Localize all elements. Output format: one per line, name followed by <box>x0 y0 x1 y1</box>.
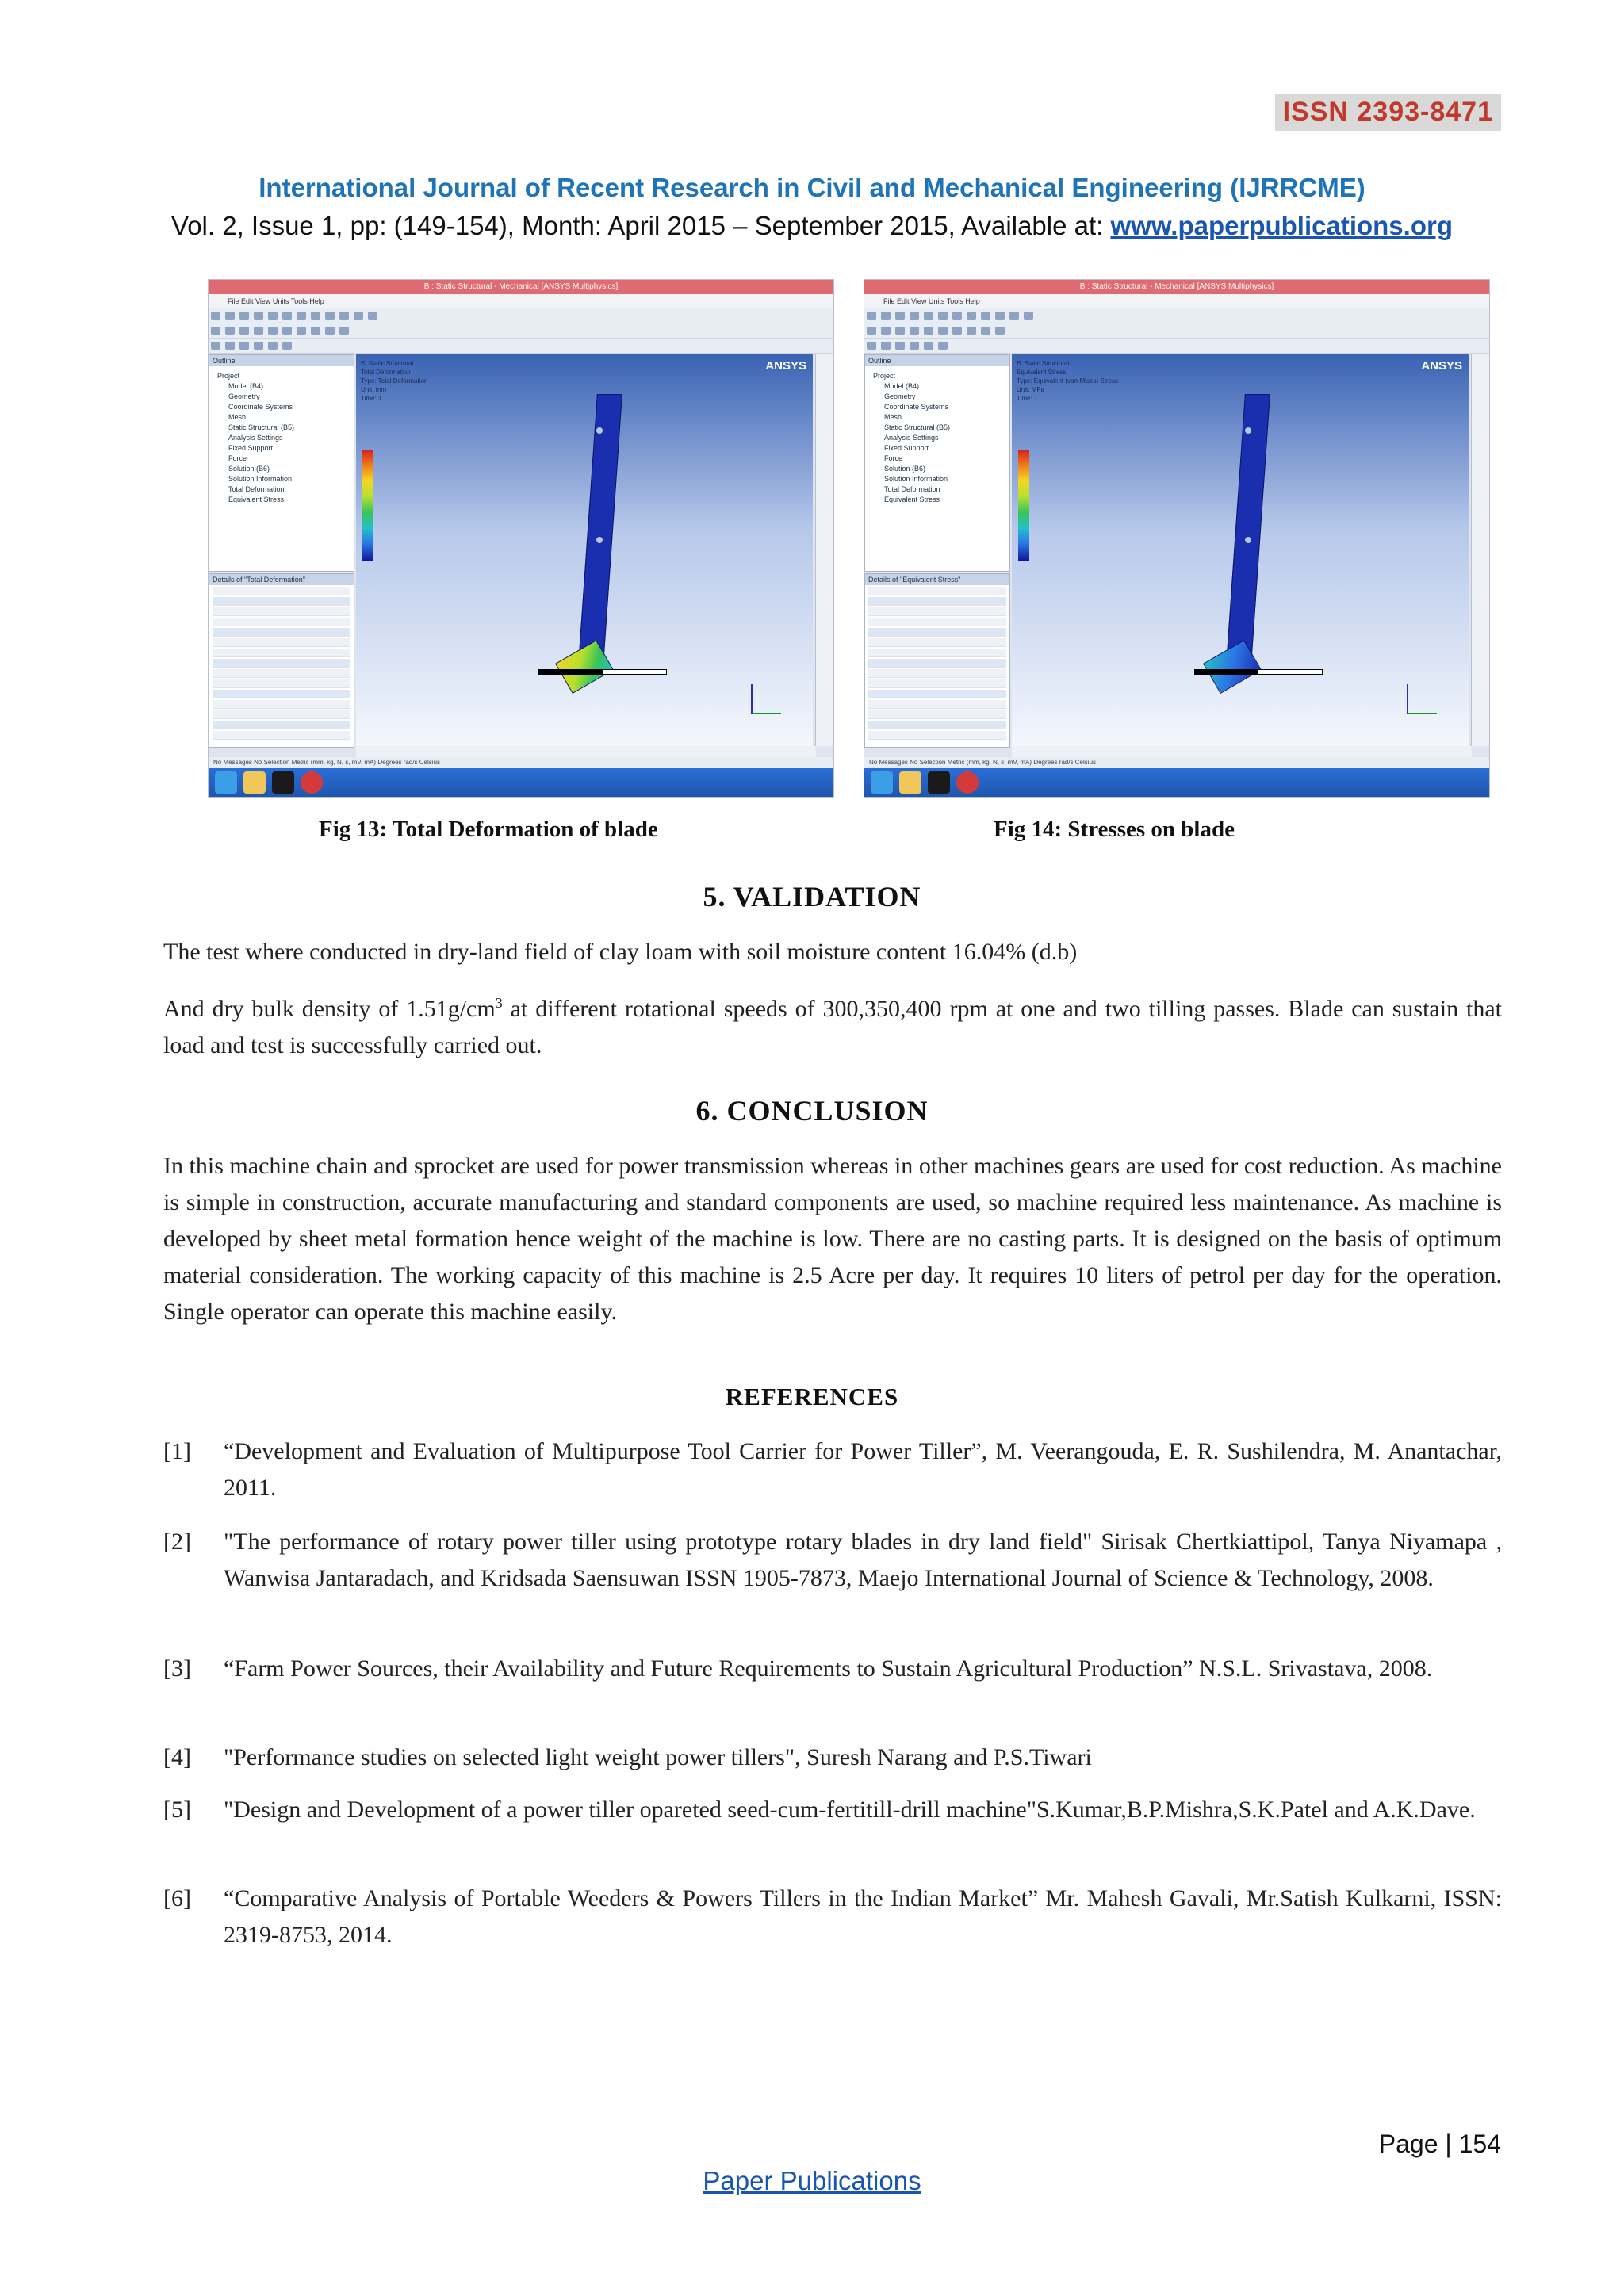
superscript: 3 <box>495 995 503 1011</box>
tree-item: Project <box>217 372 240 380</box>
figure-14-caption: Fig 14: Stresses on blade <box>994 817 1235 842</box>
tree-item: Coordinate Systems <box>228 403 293 411</box>
ie-icon <box>871 771 893 794</box>
app-icon <box>956 771 979 794</box>
tree-item: Model (B4) <box>884 382 920 390</box>
journal-title: International Journal of Recent Research in Civil and Mechanical Engineering (IJRRCME) <box>259 173 1365 202</box>
annotation-line: Time: 1 <box>361 395 382 402</box>
reference-item <box>163 1651 1502 1687</box>
tree-item: Analysis Settings <box>228 434 283 442</box>
ansys-icon <box>928 771 950 794</box>
tree-item: Mesh <box>228 413 247 421</box>
details-panel <box>864 573 1010 748</box>
tree-item: Solution (B6) <box>884 465 926 473</box>
toolbar-2 <box>864 323 1489 339</box>
annotation-line: B: Static Structural <box>361 360 414 367</box>
tree-item: Solution (B6) <box>228 465 270 473</box>
annotation-line: Equivalent Stress <box>1017 369 1067 376</box>
outline-header: Outline <box>865 355 1009 366</box>
reference-number: [4] <box>163 1744 191 1770</box>
reference-text: "Design and Development of a power tiller opareted seed-cum-fertitill-drill machine"S.Kumar,B.P.Mishra,S.K.Patel and A.K.Dave. <box>224 1797 1476 1823</box>
outline-panel <box>864 354 1010 572</box>
reference-text: "Performance studies on selected light weight power tillers", Suresh Narang and P.S.Tiwari <box>224 1744 1092 1770</box>
tree-item: Total Deformation <box>228 485 285 493</box>
model-viewport <box>1012 354 1469 746</box>
tree-item: Total Deformation <box>884 485 940 493</box>
taskbar <box>864 768 1489 797</box>
figure-14-screenshot <box>864 279 1490 798</box>
ie-icon <box>215 771 237 794</box>
annotation-line: Total Deformation <box>361 369 411 376</box>
blade-model <box>1226 394 1270 665</box>
references-heading: REFERENCES <box>725 1383 899 1410</box>
window-title: B : Static Structural - Mechanical [ANSYS Multiphysics] <box>209 280 833 294</box>
publisher-link[interactable]: Paper Publications <box>703 2166 921 2195</box>
reference-text: “Comparative Analysis of Portable Weeders & Powers Tillers in the Indian Market” Mr. Mahesh Gavali, Mr.Satish Kulkarni, ISSN: 2319-8753, 2014. <box>224 1885 1502 1948</box>
reference-item <box>163 1792 1502 1828</box>
details-header: Details of "Total Deformation" <box>209 574 354 585</box>
tree-item: Force <box>884 454 903 462</box>
annotation-line: Time: 1 <box>1017 395 1038 402</box>
ansys-logo: ANSYS <box>1421 359 1462 373</box>
issn-badge: ISSN 2393-8471 <box>1275 94 1501 131</box>
tree-item: Fixed Support <box>228 444 274 452</box>
annotation-line: Unit: mm <box>361 386 386 393</box>
reference-number: [1] <box>163 1438 191 1464</box>
tree-item: Geometry <box>884 392 916 400</box>
tree-item: Geometry <box>228 392 260 400</box>
validation-paragraph-2 <box>163 985 1502 1064</box>
tree-item: Force <box>228 454 247 462</box>
blade-hole <box>1245 427 1251 434</box>
scale-bar <box>1194 669 1323 675</box>
page-number: Page | 154 <box>1378 2130 1501 2158</box>
reference-number: [5] <box>163 1797 191 1823</box>
blade-foot <box>555 640 614 694</box>
blade-hole <box>1245 537 1251 543</box>
blade-hole <box>596 427 603 434</box>
model-viewport <box>356 354 813 746</box>
outline-panel <box>209 354 354 572</box>
status-bar: No Messages No Selection Metric (mm, kg, N, s, mV, mA) Degrees rad/s Celsius <box>864 757 1489 768</box>
blade-hole <box>596 537 603 543</box>
reference-number: [6] <box>163 1885 191 1911</box>
blade-model <box>578 394 622 665</box>
ansys-logo: ANSYS <box>765 359 806 373</box>
taskbar <box>209 768 833 797</box>
tree-item: Solution Information <box>228 475 293 483</box>
tree-item: Solution Information <box>884 475 948 483</box>
validation-paragraph-1: The test where conducted in dry-land field of clay loam with soil moisture content 16.04% (d.b) <box>163 939 1078 965</box>
tree-item: Analysis Settings <box>884 434 939 442</box>
conclusion-heading: 6. CONCLUSION <box>695 1095 929 1127</box>
viewport-annotation <box>361 359 427 403</box>
outline-header: Outline <box>209 355 354 366</box>
journal-info-text: Vol. 2, Issue 1, pp: (149-154), Month: April 2015 – September 2015, Available at: <box>171 211 1111 240</box>
tree-item: Static Structural (B5) <box>228 423 295 431</box>
reference-text: "The performance of rotary power tiller using prototype rotary blades in dry land field" Sirisak Chertkiattipol, Tanya Niyamapa , Wanwisa Jantaradach, and Kridsada Saensuwan ISSN 1905-7873, Maejo International Journal of Science & Technology, 2008. <box>224 1529 1502 1591</box>
view-tabs <box>356 746 816 757</box>
tree-item: Equivalent Stress <box>228 496 285 503</box>
axis-triad <box>1407 684 1437 714</box>
app-icon <box>301 771 323 794</box>
view-tabs <box>1012 746 1472 757</box>
toolbar-1 <box>864 308 1489 323</box>
annotation-line: Type: Equivalent (von-Mises) Stress <box>1017 377 1119 385</box>
tree-item: Static Structural (B5) <box>884 423 951 431</box>
details-header: Details of "Equivalent Stress" <box>865 574 1009 585</box>
color-legend <box>1018 450 1029 561</box>
reference-number: [2] <box>163 1529 191 1555</box>
toolbar-3 <box>864 339 1489 354</box>
side-tabs <box>1471 354 1489 746</box>
validation-heading: 5. VALIDATION <box>703 881 921 913</box>
reference-text: “Farm Power Sources, their Availability and Future Requirements to Sustain Agricultural Production” N.S.L. Srivastava, 2008. <box>224 1655 1433 1682</box>
reference-text: “Development and Evaluation of Multipurpose Tool Carrier for Power Tiller”, M. Veerangouda, E. R. Sushilendra, M. Anantachar, 2011. <box>224 1438 1502 1501</box>
journal-info <box>0 211 1624 241</box>
color-legend <box>362 450 373 561</box>
validation-text: at different rotational speeds of 300,350,400 rpm at one and two tilling passes. Blade can sustain that load and test is successfully carried out. <box>163 996 1502 1058</box>
tree-item: Coordinate Systems <box>884 403 949 411</box>
menu-bar: File Edit View Units Tools Help <box>209 294 833 308</box>
tree-item: Model (B4) <box>228 382 264 390</box>
annotation-line: Type: Total Deformation <box>361 377 428 385</box>
outline-tree <box>865 366 1009 510</box>
reference-item <box>163 1524 1502 1597</box>
window-title: B : Static Structural - Mechanical [ANSYS Multiphysics] <box>864 280 1489 294</box>
conclusion-paragraph: In this machine chain and sprocket are used for power transmission whereas in other machines gears are used for cost reduction. As machine is simple in construction, accurate manufacturing and standard components are used, so machine required less maintenance. As machine is developed by sheet metal formation hence weight of the machine is low. There are no casting parts. It is designed on the basis of optimum material consideration. The working capacity of this machine is 2.5 Acre per day. It requires 10 liters of petrol per day for the operation. Single operator can operate this machine easily. <box>163 1153 1502 1325</box>
figure-13-caption: Fig 13: Total Deformation of blade <box>319 817 658 842</box>
blade-foot <box>1203 640 1262 694</box>
reference-item <box>163 1739 1502 1776</box>
axis-triad <box>751 684 781 714</box>
toolbar-2 <box>209 323 833 339</box>
ansys-icon <box>272 771 294 794</box>
status-bar: No Messages No Selection Metric (mm, kg, N, s, mV, mA) Degrees rad/s Celsius <box>209 757 833 768</box>
toolbar-1 <box>209 308 833 323</box>
annotation-line: B: Static Structural <box>1017 360 1070 367</box>
details-panel <box>209 573 354 748</box>
annotation-line: Unit: MPa <box>1017 386 1045 393</box>
tree-item: Equivalent Stress <box>884 496 940 503</box>
folder-icon <box>243 771 266 794</box>
toolbar-3 <box>209 339 833 354</box>
figure-13-screenshot <box>208 279 834 798</box>
outline-tree <box>209 366 354 510</box>
side-tabs <box>815 354 833 746</box>
reference-item <box>163 1433 1502 1506</box>
tree-item: Project <box>873 372 896 380</box>
folder-icon <box>899 771 921 794</box>
tree-item: Fixed Support <box>884 444 929 452</box>
reference-number: [3] <box>163 1655 191 1682</box>
validation-text: And dry bulk density of 1.51g/cm <box>163 996 496 1022</box>
tree-item: Mesh <box>884 413 902 421</box>
viewport-annotation <box>1017 359 1118 403</box>
scale-bar <box>538 669 667 675</box>
reference-item <box>163 1881 1502 1954</box>
menu-bar: File Edit View Units Tools Help <box>864 294 1489 308</box>
journal-url-link[interactable]: www.paperpublications.org <box>1110 211 1453 240</box>
